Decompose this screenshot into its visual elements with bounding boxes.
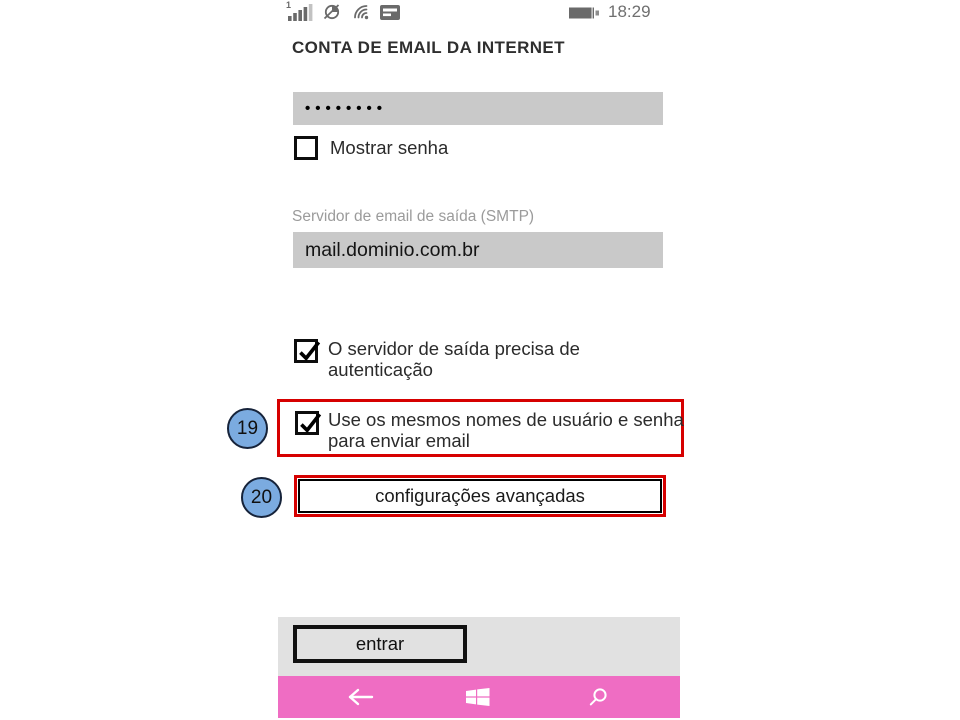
app-bar bbox=[278, 617, 680, 676]
auth-required-label: O servidor de saída precisa de autenticação bbox=[328, 338, 580, 380]
wifi-icon bbox=[350, 4, 371, 26]
auth-required-checkbox[interactable] bbox=[294, 339, 318, 363]
status-clock: 18:29 bbox=[608, 2, 651, 21]
same-credentials-checkbox[interactable] bbox=[295, 411, 319, 435]
annotation-highlight-20 bbox=[294, 475, 666, 517]
advanced-settings-button[interactable] bbox=[298, 479, 662, 513]
smtp-server-value: mail.dominio.com.br bbox=[305, 239, 480, 261]
same-credentials-label: Use os mesmos nomes de usuário e senha para enviar email bbox=[328, 409, 684, 451]
show-password-label: Mostrar senha bbox=[330, 137, 449, 158]
show-password-checkbox[interactable] bbox=[294, 136, 318, 160]
windows-logo-icon[interactable] bbox=[466, 688, 490, 711]
sim-list-icon bbox=[380, 5, 400, 25]
annotation-badge-20 bbox=[241, 477, 282, 518]
battery-icon bbox=[569, 6, 600, 25]
password-input[interactable] bbox=[293, 92, 663, 125]
back-arrow-icon[interactable] bbox=[347, 688, 375, 711]
sign-in-button[interactable] bbox=[293, 625, 467, 663]
sim-slot-indicator: 1 bbox=[286, 0, 292, 10]
cellular-signal-icon bbox=[288, 4, 314, 26]
smtp-server-input[interactable] bbox=[293, 232, 663, 268]
annotation-badge-19 bbox=[227, 408, 268, 449]
checkmark-icon bbox=[298, 412, 322, 436]
vibrate-icon bbox=[323, 3, 341, 26]
advanced-settings-label: configurações avançadas bbox=[375, 485, 585, 506]
smtp-server-label: Servidor de email de saída (SMTP) bbox=[292, 208, 535, 225]
checkmark-icon bbox=[297, 340, 321, 364]
badge-number: 20 bbox=[250, 486, 273, 508]
sign-in-label: entrar bbox=[355, 633, 405, 654]
navigation-bar bbox=[278, 676, 680, 718]
badge-number: 19 bbox=[236, 417, 259, 439]
page-title: CONTA DE EMAIL DA INTERNET bbox=[292, 38, 565, 57]
password-masked-value: •••••••• bbox=[305, 100, 388, 117]
search-icon[interactable] bbox=[588, 687, 608, 712]
